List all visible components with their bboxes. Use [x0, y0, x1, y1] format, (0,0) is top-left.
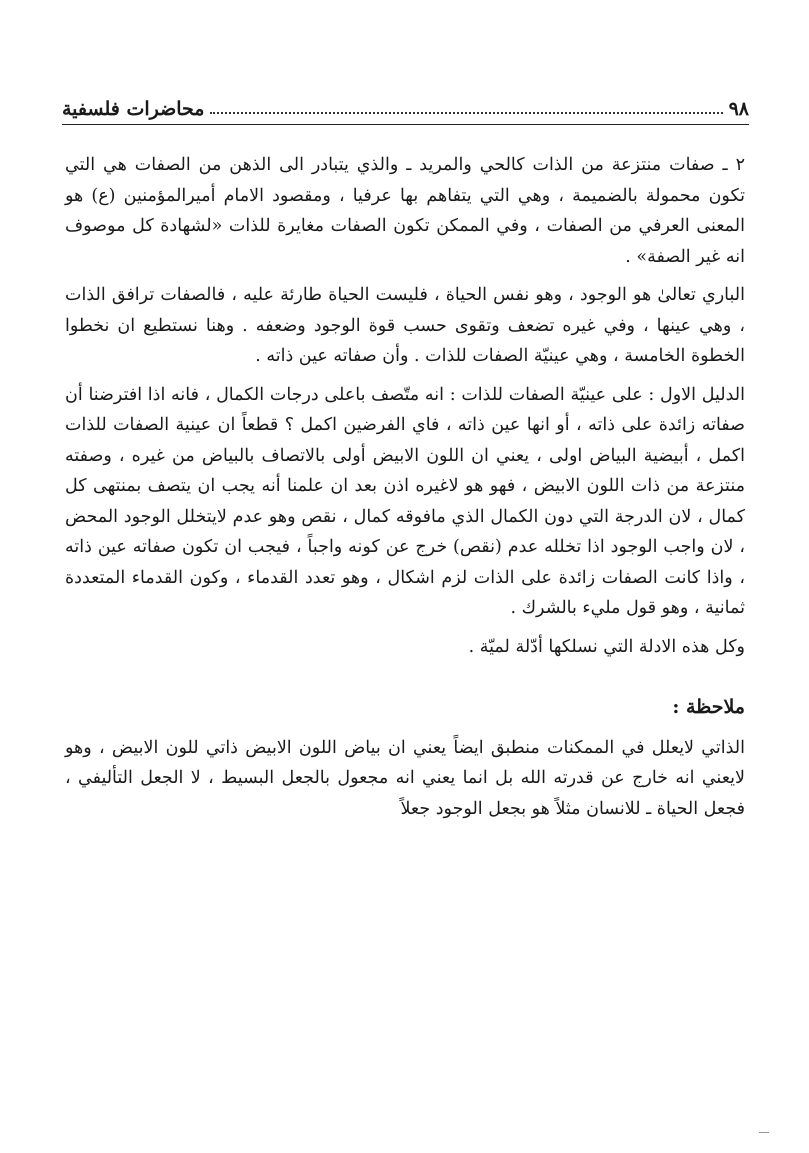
- note-heading: ملاحظة :: [672, 696, 745, 718]
- note-paragraph: الذاتي لايعلل في الممكنات منطبق ايضاً يعني ان بياض اللون الابيض ذاتي للون الابيض ، وهو لايعني انه خارج عن قدرته الله بل انما يعني انه مجعول بالجعل البسيط ، لا الجعل التأليفي ، فجعل الحياة ـ للانسان مثلاً هو بجعل الوجود جعلاً: [65, 737, 745, 819]
- header-dot-leader: [210, 112, 722, 114]
- paragraph: ٢ ـ صفات منتزعة من الذات كالحي والمريد ـ والذي يتبادر الى الذهن من الصفات هي التي تكون محمولة بالضميمة ، وهي التي يتفاهم بها عرفيا ، ومقصود الامام أميرالمؤمنين (ع) هو المعنى العرفي من الصفات ، وفي الممكن تكون الصفات مغايرة للذات «لشهادة كل موصوف انه غير الصفة» .: [65, 155, 745, 267]
- page-body: [65, 150, 745, 832]
- running-title: محاضرات فلسفية: [62, 98, 205, 120]
- bottom-mark: [759, 1132, 769, 1133]
- paragraph: وكل هذه الادلة التي نسلكها أدّلة لميّة .: [468, 636, 745, 657]
- header-rule: [62, 124, 749, 125]
- paragraph: الباري تعالىٰ هو الوجود ، وهو نفس الحياة ، فليست الحياة طارئة عليه ، فالصفات ترافق الذات ، وهي عينها ، وفي غيره تضعف وتقوى حسب قوة الوجود وضعفه . وهنا نستطيع ان نخطوا الخطوة الخامسة ، وهي عينيّة الصفات للذات . وأن صفاته عين ذاته .: [65, 285, 745, 366]
- page-header: [62, 92, 749, 120]
- page-number: ٩٨: [728, 98, 749, 120]
- paragraph: الدليل الاول : على عينيّة الصفات للذات : انه متّصف باعلى درجات الكمال ، فانه اذا افترضنا أن صفاته زائدة على ذاته ، أو انها عين ذاته ، فاي الفرضين اكمل ؟ قطعاً ان عينية الصفات للذات اكمل ، أبيضية البياض اولى ، يعني ان اللون الابيض أولى بالاتصاف بالبياض من غيره ، وصفته منتزعة من ذات اللون الابيض ، فهو هو لاغيره اذن بعد ان علمنا أنه يجب ان يتصف بمنتهى كل كمال ، لان الدرجة التي دون الكمال الذي مافوقه كمال ، نقص وهو عدم لايتخلل الوجود المحض ، لان واجب الوجود اذا تخلله عدم (نقص) خرج عن كونه واجباً ، فيجب ان تكون صفاته عين ذاته ، واذا كانت الصفات زائدة على الذات لزم اشكال ، وهو تعدد القدماء ، وكون القدماء المتعددة ثمانية ، وهو قول مليء بالشرك .: [65, 384, 745, 618]
